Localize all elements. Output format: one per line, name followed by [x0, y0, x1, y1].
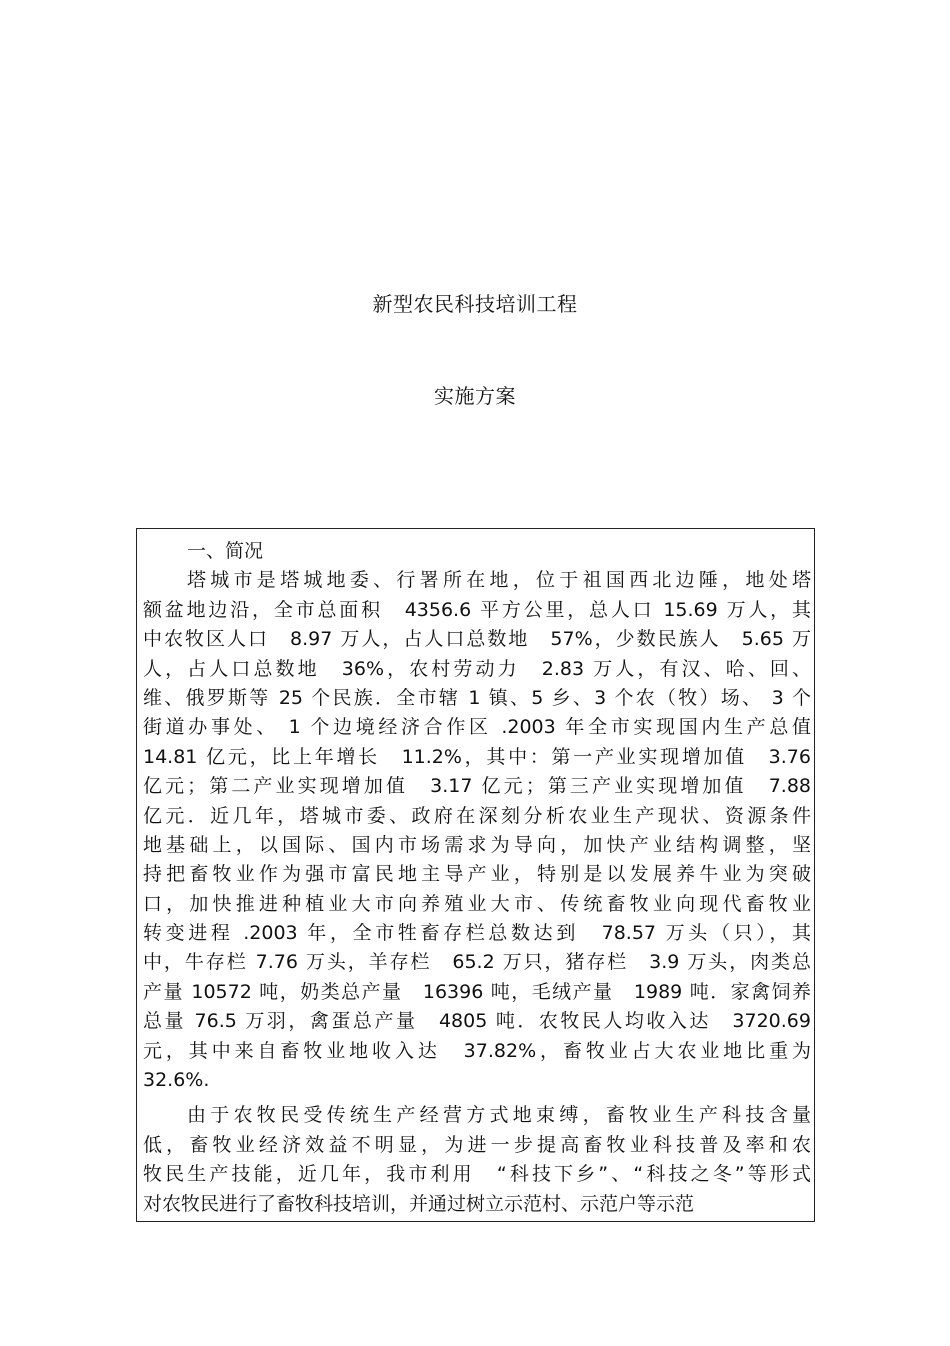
- text-line: 一、简况: [187, 540, 264, 562]
- text-line: 低，畜牧业经济效益不明显，为进一步提高畜牧业科技普及率和农: [143, 1133, 811, 1156]
- body-text: [143, 537, 811, 1219]
- text-line: 元，其中来自畜牧业地收入达 37.82%，畜牧业占大农业地比重为: [143, 1039, 811, 1062]
- text-line: 维、俄罗斯等 25 个民族．全市辖 1 镇、5 乡、3 个农（牧）场、 3 个: [143, 686, 811, 709]
- text-line: 塔城市是塔城地委、行署所在地，位于祖国西北边陲，地处塔: [187, 569, 811, 592]
- text-line: 对农牧民进行了畜牧科技培训，并通过树立示范村、示范户等示范: [143, 1192, 695, 1215]
- text-line: 额盆地边沿，全市总面积 4356.6 平方公里，总人口 15.69 万人，其: [143, 598, 811, 621]
- text-line: 14.81 亿元，比上年增长 11.2%，其中：第一产业实现增加值 3.76: [143, 745, 811, 768]
- text-line: 由于农牧民受传统生产经营方式地束缚，畜牧业生产科技含量: [187, 1104, 811, 1127]
- content-box: [136, 528, 815, 1222]
- text-line: 中，牛存栏 7.76 万头，羊存栏 65.2 万只，猪存栏 3.9 万头，肉类总: [143, 951, 811, 974]
- section-heading: [143, 537, 811, 566]
- text-line: 亿元．近几年，塔城市委、政府在深刻分析农业生产现状、资源条件: [143, 804, 811, 827]
- paragraph: [143, 566, 811, 1095]
- text-line: 32.6%.: [143, 1069, 210, 1092]
- text-line: 亿元；第二产业实现增加值 3.17 亿元；第三产业实现增加值 7.88: [143, 775, 811, 798]
- text-line: 中农牧区人口 8.97 万人，占人口总数地 57%，少数民族人 5.65 万: [143, 628, 811, 651]
- text-line: 地基础上，以国际、国内市场需求为导向，加快产业结构调整，坚: [143, 833, 811, 856]
- text-line: 街道办事处、 1 个边境经济合作区 .2003 年全市实现国内生产总值: [143, 716, 811, 739]
- text-line: 总量 76.5 万羽，禽蛋总产量 4805 吨．农牧民人均收入达 3720.69: [143, 1010, 811, 1033]
- text-line: 持把畜牧业作为强市富民地主导产业，特别是以发展养牛业为突破: [143, 863, 811, 886]
- text-line: 人，占人口总数地 36%，农村劳动力 2.83 万人，有汉、哈、回、: [143, 657, 811, 680]
- paragraph: [143, 1101, 811, 1219]
- text-line: 口，加快推进种植业大市向养殖业大市、传统畜牧业向现代畜牧业: [143, 892, 811, 915]
- document-title: 新型农民科技培训工程: [372, 292, 578, 316]
- document-subtitle: 实施方案: [434, 384, 516, 408]
- text-line: 转变进程 .2003 年，全市牲畜存栏总数达到 78.57 万头（只），其: [143, 922, 811, 945]
- text-line: 产量 10572 吨，奶类总产量 16396 吨，毛绒产量 1989 吨．家禽饲养: [143, 980, 811, 1003]
- text-line: 牧民生产技能，近几年，我市利用 “科技下乡”、“科技之冬”等形式: [143, 1163, 811, 1186]
